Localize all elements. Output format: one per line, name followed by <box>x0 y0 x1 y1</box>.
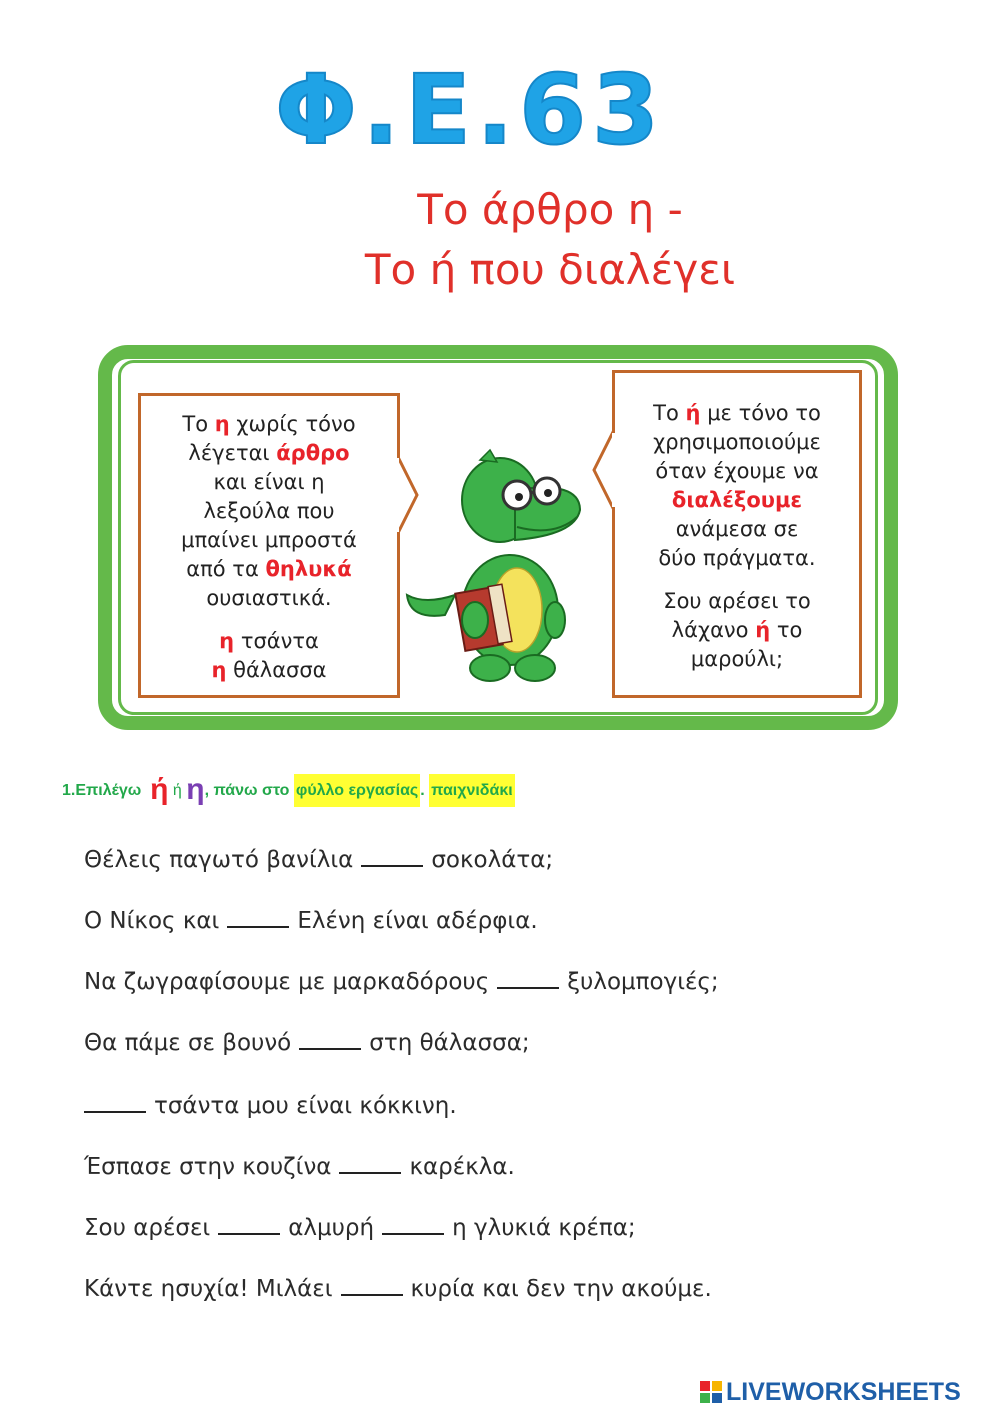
bubble-text: μπαίνει μπροστά <box>181 528 357 552</box>
exercise-sentence-1 <box>84 845 553 875</box>
exercise-sentence-7 <box>84 1213 636 1243</box>
liveworksheets-logo <box>700 1378 961 1407</box>
task-rest: , πάνω στο <box>204 782 290 799</box>
crocodile-mascot-illustration <box>405 445 595 685</box>
sentence-text: Ο Νίκος και <box>84 908 220 934</box>
sentence-text: καρέκλα. <box>409 1154 515 1180</box>
bubble-red-text: η <box>214 412 230 436</box>
bubble-text: όταν έχουμε να <box>655 459 819 483</box>
highlight-worksheet: φύλλο εργασίας <box>294 774 420 807</box>
exercise-sentence-6 <box>84 1152 515 1182</box>
eta-without-accent: η <box>186 773 205 806</box>
bubble-text: ανάμεσα σε <box>675 517 799 541</box>
bubble-text: λέγεται <box>188 441 270 465</box>
bubble-text: Σου αρέσει το <box>663 589 811 613</box>
bubble-text: Το <box>653 401 679 425</box>
eta-with-accent: ή <box>150 773 169 806</box>
bubble-red-text: θηλυκά <box>265 557 352 581</box>
bubble-text: ουσιαστικά. <box>206 586 332 610</box>
sentence-text: Σου αρέσει <box>84 1215 211 1241</box>
bubble-text: και είναι η <box>213 470 325 494</box>
right-bubble-tail <box>592 430 615 510</box>
subtitle-line-1: Το άρθρο η - <box>417 185 683 234</box>
right-speech-bubble <box>612 370 862 698</box>
task-instruction <box>62 768 515 813</box>
answer-blank[interactable] <box>299 1030 361 1050</box>
sentence-text: Να ζωγραφίσουμε με μαρκαδόρους <box>84 969 490 995</box>
sentence-text: ξυλομπογιές; <box>567 969 719 995</box>
task-or-word: ή <box>172 782 182 799</box>
sentence-text: Ελένη είναι αδέρφια. <box>297 908 538 934</box>
sentence-text: Θα πάμε σε βουνό <box>84 1030 292 1056</box>
task-prefix: 1.Επιλέγω <box>62 782 142 799</box>
answer-blank[interactable] <box>227 908 289 928</box>
subtitle-line-2: Το ή που διαλέγει <box>364 245 736 294</box>
bubble-text: λάχανο <box>671 618 749 642</box>
liveworksheets-brand-text: LIVEWORKSHEETS <box>726 1378 961 1406</box>
sentence-text: κυρία και δεν την ακούμε. <box>410 1276 712 1302</box>
bubble-text: μαρούλι; <box>690 647 784 671</box>
bubble-text: Το <box>182 412 209 436</box>
answer-blank[interactable] <box>84 1093 146 1113</box>
answer-blank[interactable] <box>341 1276 403 1296</box>
exercise-sentence-3 <box>84 967 719 997</box>
sentence-text: Θέλεις παγωτό βανίλια <box>84 847 354 873</box>
answer-blank[interactable] <box>497 969 559 989</box>
sentence-text: Κάντε ησυχία! Μιλάει <box>84 1276 333 1302</box>
answer-blank[interactable] <box>361 847 423 867</box>
sentence-text: τσάντα μου είναι κόκκινη. <box>154 1093 457 1119</box>
answer-blank[interactable] <box>382 1215 444 1235</box>
bubble-red-text: η <box>211 658 227 682</box>
exercise-sentence-2 <box>84 906 538 936</box>
worksheet-code-title: Φ.Ε.63 <box>275 54 665 166</box>
bubble-text: θάλασσα <box>233 658 327 682</box>
bubble-red-text: άρθρο <box>276 441 350 465</box>
exercise-sentence-4 <box>84 1028 530 1058</box>
answer-blank[interactable] <box>218 1215 280 1235</box>
bubble-red-text: η <box>219 629 235 653</box>
liveworksheets-logo-icon <box>700 1381 722 1403</box>
bubble-text: το <box>776 618 803 642</box>
bubble-text: δύο πράγματα. <box>658 546 816 570</box>
sentence-text: Έσπασε στην κουζίνα <box>84 1154 332 1180</box>
answer-blank[interactable] <box>339 1154 401 1174</box>
exercise-sentence-5 <box>84 1091 457 1121</box>
left-speech-bubble <box>138 393 400 698</box>
bubble-red-text: ή <box>685 401 701 425</box>
sentence-text: η γλυκιά κρέπα; <box>452 1215 636 1241</box>
sentence-text: στη θάλασσα; <box>369 1030 530 1056</box>
bubble-text: χωρίς τόνο <box>236 412 356 436</box>
bubble-text: από τα <box>186 557 259 581</box>
exercise-sentence-8 <box>84 1274 712 1304</box>
bubble-text: λεξούλα που <box>203 499 335 523</box>
bubble-text: με τόνο το <box>707 401 821 425</box>
bubble-red-text: ή <box>755 618 771 642</box>
sentence-text: αλμυρή <box>288 1215 375 1241</box>
task-dot: . <box>420 782 425 799</box>
bubble-text: χρησιμοποιούμε <box>653 430 821 454</box>
highlight-game: παιχνιδάκι <box>429 774 515 807</box>
bubble-text: τσάντα <box>240 629 319 653</box>
sentence-text: σοκολάτα; <box>431 847 554 873</box>
bubble-red-text: διαλέξουμε <box>671 488 803 512</box>
